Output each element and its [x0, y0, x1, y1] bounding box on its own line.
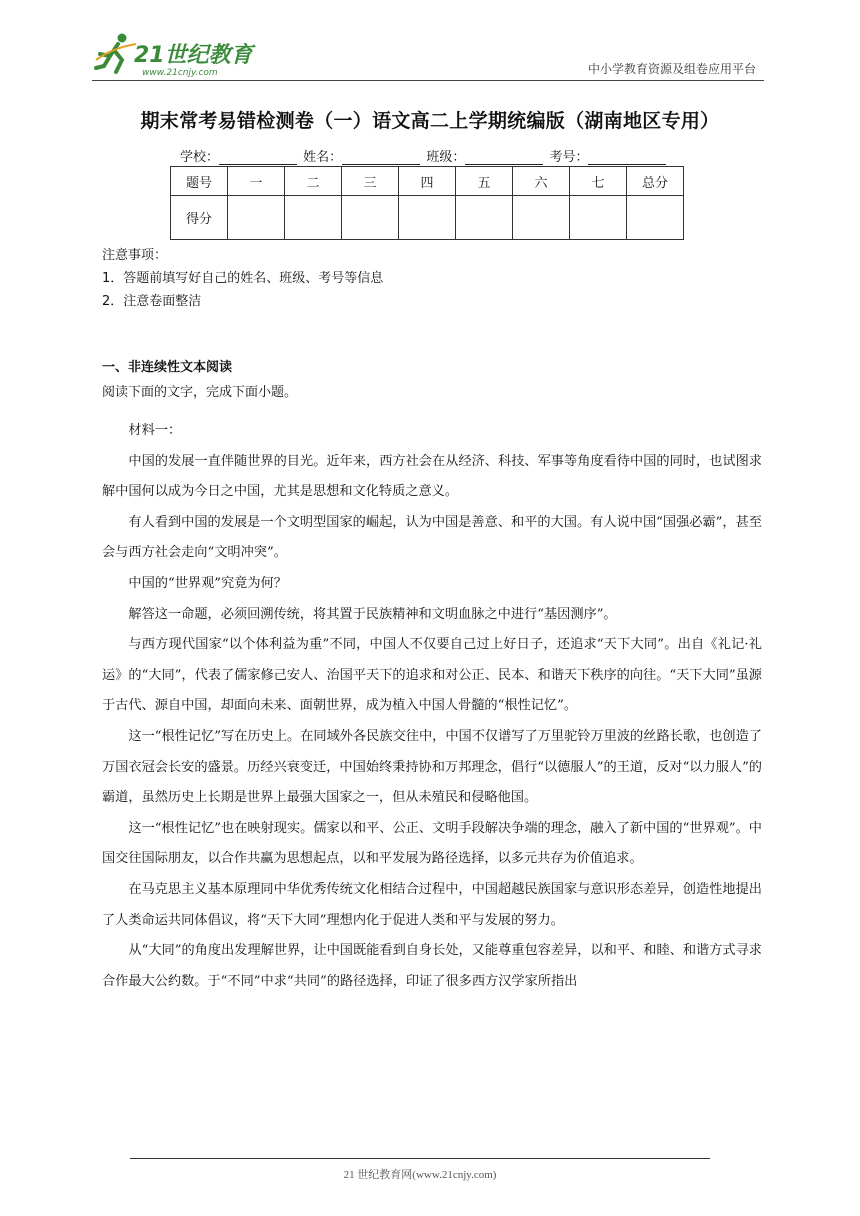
passage-paragraph: 中国的“世界观”究竟为何？ — [128, 575, 287, 591]
passage-paragraph: 中国的发展一直伴随世界的目光。近年来，西方社会在从经济、科技、军事等角度看待中国的同时，也试图求解中国何以成为今日之中国，尤其是思想和文化特质之意义。 — [102, 453, 762, 500]
passage-paragraph: 解答这一命题，必须回溯传统，将其置于民族精神和文明血脉之中进行“基因测序”。 — [128, 606, 617, 622]
class-label: 班级： — [426, 150, 466, 165]
score-cell[interactable] — [570, 196, 627, 240]
score-cell[interactable] — [399, 196, 456, 240]
score-header-cell: 二 — [285, 167, 342, 196]
score-header-cell: 题号 — [171, 167, 228, 196]
name-label: 姓名： — [303, 150, 343, 165]
school-blank[interactable] — [219, 150, 297, 165]
passage-paragraph: 有人看到中国的发展是一个文明型国家的崛起，认为中国是善意、和平的大国。有人说中国“国强必霸”，甚至会与西方社会走向“文明冲突”。 — [102, 514, 762, 561]
notes-heading: 注意事项： — [102, 248, 168, 263]
passage-paragraph: 从“大同”的角度出发理解世界，让中国既能看到自身长处，又能尊重包容差异，以和平、和睦、和谐方式寻求合作最大公约数。于“不同”中求“共同”的路径选择，印证了很多西方汉学家所指出 — [102, 943, 762, 989]
score-table-score-row — [171, 196, 684, 240]
score-cell[interactable] — [456, 196, 513, 240]
score-header-cell: 七 — [570, 167, 627, 196]
score-cell[interactable] — [285, 196, 342, 240]
footer-divider — [130, 1158, 710, 1159]
student-info-line — [180, 146, 668, 165]
passage-paragraph: 这一“根性记忆”也在映射现实。儒家以和平、公正、文明手段解决争端的理念，融入了新中国的“世界观”。中国交往国际朋友，以合作共赢为思想起点，以和平发展为路径选择，以多元共存为价值追求。 — [102, 820, 762, 867]
section-title: 一、非连续性文本阅读 — [102, 360, 233, 375]
score-header-cell: 四 — [399, 167, 456, 196]
score-header-cell: 一 — [228, 167, 285, 196]
reading-passage — [102, 416, 762, 997]
passage-paragraph: 这一“根性记忆”写在历史上。在同域外各民族交往中，中国不仅谱写了万里驼铃万里波的丝路长歌，也创造了万国衣冠会长安的盛景。历经兴衰变迁，中国始终秉持协和万邦理念，倡行“以德服人”的王道，反对“以力服人”的霸道，虽然历史上长期是世界上最强大国家之一，但从未殖民和侵略他国。 — [102, 728, 762, 806]
score-table — [170, 166, 684, 240]
notes-item: 1．答题前填写好自己的姓名、班级、考号等信息 — [102, 271, 384, 286]
logo-21cnjy[interactable] — [92, 30, 262, 80]
runner-icon — [96, 34, 136, 73]
notes-item: 2．注意卷面整洁 — [102, 294, 202, 309]
logo-url: www.21cnjy.com — [142, 68, 218, 78]
page-title: 期末常考易错检测卷（一）语文高二上学期统编版（湖南地区专用） — [140, 110, 720, 132]
score-cell[interactable] — [513, 196, 570, 240]
logo-text: 21世纪教育 — [134, 43, 253, 68]
platform-name: 中小学教育资源及组卷应用平台 — [587, 62, 756, 76]
name-blank[interactable] — [342, 150, 420, 165]
passage-paragraph: 在马克思主义基本原理同中华优秀传统文化相结合过程中，中国超越民族国家与意识形态差异，创造性地提出了人类命运共同体倡议，将“天下大同”理想内化于促进人类和平与发展的努力。 — [102, 881, 762, 928]
score-row-label: 得分 — [171, 196, 228, 240]
score-header-cell: 总分 — [627, 167, 684, 196]
page-header — [92, 30, 760, 80]
notes — [102, 244, 383, 313]
score-cell[interactable] — [342, 196, 399, 240]
header-divider — [92, 80, 764, 81]
page-footer[interactable]: 21 世纪教育网(www.21cnjy.com) — [343, 1169, 497, 1181]
score-header-cell: 五 — [456, 167, 513, 196]
score-cell[interactable] — [228, 196, 285, 240]
section-instruction: 阅读下面的文字，完成下面小题。 — [102, 385, 298, 400]
score-header-cell: 六 — [513, 167, 570, 196]
number-blank[interactable] — [588, 150, 666, 165]
class-blank[interactable] — [465, 150, 543, 165]
number-label: 考号： — [549, 150, 589, 165]
school-label: 学校： — [180, 150, 220, 165]
passage-paragraph: 与西方现代国家“以个体利益为重”不同，中国人不仅要自己过上好日子，还追求“天下大同”。出自《礼记·礼运》的“大同”，代表了儒家修己安人、治国平天下的追求和对公正、民本、和谐天下秩序的向往。“天下大同”虽源于古代、源自中国，却面向未来、面朝世界，成为植入中国人骨髓的“根性记忆”。 — [102, 637, 762, 714]
score-cell[interactable] — [627, 196, 684, 240]
passage-paragraph: 材料一： — [128, 423, 182, 438]
score-table-header-row — [171, 167, 684, 196]
score-header-cell: 三 — [342, 167, 399, 196]
